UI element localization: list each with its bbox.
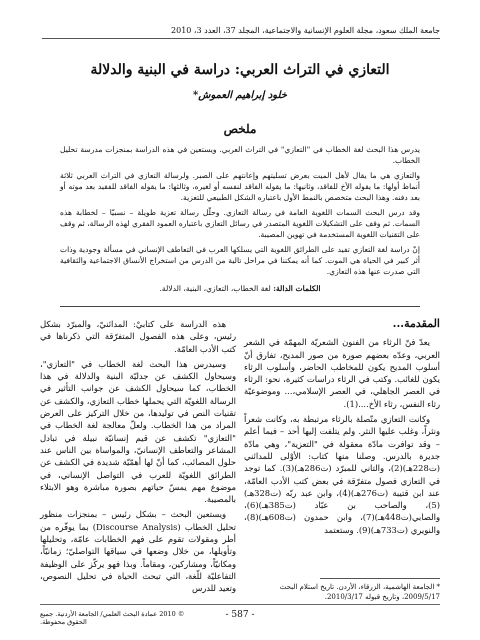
abstract-paragraph: إنّ دراسة لغة التعازي تفيد على الطرائق اللغوية التي يسلكها العرب في التعاطف الإنساني في مسألة وجودية وذات أثر كبير في الحياة هي الموت. كما أنه يمكننا في مراحل تالية من الدرس من استخراج الأنساق الاجتماعية والثقافية التي صدرت عنها هذه التعازي. [60,245,420,276]
abstract-heading: ملخص [223,122,257,136]
left-column [40,318,236,598]
keywords-text: لغة الخطاب، التعازي، البنية، الدلالة. [159,284,271,293]
footnote: * الجامعة الهاشمية، الزرقاء، الأردن. تاريخ استلام البحث 2009/5/17، وتاريخ قبوله 2010/3/17. [279,583,440,601]
footer-divider [40,604,440,605]
paper-title: التعازي في التراث العربي: دراسة في البنية والدلالة [90,62,390,78]
abstract-paragraph: والتعازي هي ما يقال لأهل الميت بعرض تسليتهم وإعانتهم على الصبر. ولرسالة التعازي في التراث العربي ثلاثة أنماط أولها: ما يقوله الأخ للفاقد، وثانيها: ما يقوله الفاقد لنفسه أو لغيره، وثالثها: ما يقوله الفاقد للفقيد بعد موته أو بعد دفنه. وهذا البحث متخصص بالنمط الأول باعتباره الشكل الطبيعي للتعزية. [60,171,420,202]
body-paragraph: ويستعين البحث – بشكل رئيس – بمنجزات منظور تحليل الخطاب (Discourse Analysis) بما يوفّره من أطر ومقولات تقوم على فهم الخطابات عامّة، وتحليلها وتأويلها، من خلال وضعها في سياقها التواصليّ؛ زمانيّاً، ومكانيّاً، ومشاركين، ومقاماً. وبذا فهو يركّز على الوظيفة التفاعليّة للّغة، التي تبحث الحياة في تحليل النصوص، وتعيد للدرس [40,509,237,594]
section-heading: المقدمة... [392,317,440,330]
abstract-paragraph: وقد درس البحث السمات اللغوية العامة في رسالة التعازي. وحلّل رسالة تعزية طويلة – نسبيّا – لخطابة هذه السمات. ثم وقف على التشكيلات اللغوية المتصدر في رسائل التعازي باعتباره العمود الفقري لهذه الرسالة، ثم وقف على التقنيات اللغوية المستخدمة في تهوين المصيبة. [60,208,420,239]
abstract-paragraph: يدرس هذا البحث لغة الخطاب في "التعازي" في التراث العربي. ويستعين في هذه الدراسة بمنجزات مدرسة تحليل الخطاب. [60,145,420,165]
body-paragraph: وسيدرس هذا البحث لغة الخطاب في "التعازي"، وسيحاول الكشف عن جدليّة البنية والدلالة في هذا الخطاب، كما سيحاول الكشف عن جوانب التأثير في الرسالة اللغويّة التي يحملها خطاب التعازي، والكشف عن تقنيات النص في توليدها، من خلال التركيز على العرض المراد من هذا الخطاب. ولعلّ معالجة لغة الخطاب في "التعازي" تكشف عن قيم إنسانيّة نبيلة في تبادل المشاعر والتعاطف الإنسانيّ، والمواساة بين الناس عند حلول المصائب، كما أنّ لها أهمّيّة شديدة في الكشف عن الطرائق اللغويّة للعرب في التواصل الإنساني، في موضوع مهم يمسّ حياتهم بصورة مباشرة وهو الابتلاء بالمصيبة. [40,358,236,505]
abstract [60,144,420,294]
keywords-label: الكلمات الدالة: [273,284,321,293]
body-paragraph: وكانت التعازي متّصلة بالرثاء مرتبطة به، وكانت شعراً ونثراً، وغلب عليها النثر. ولم يتلفت إليها أحد – فيما أعلم – وقد توافرت مادّة معقولة في "التعزية"، وهي مادّة جديرة بالدرس. وصلنا منها كتاب: الأوْلى للمدائني (ت228هـ)(2)، والتاني للمبرّد (ت286هـ)(3). كما توجد في التعازي فصول متفرّقة في بعض كتب الأدب العامّة، عند ابن قتيبة (ت276هـ)(4)، وابن عبد ربّه (ت328هـ)(5)، والصاحب بن عبّاد (ت385هـ)(6)، والصابي(ت448هـ)(7)، وابن حمدون (ت608هـ)(8)، والنويري (ت733هـ)(9). وستعتمد [244,414,440,535]
author-name: خلود إبراهيم العموش* [193,90,287,101]
running-head: جامعة الملك سعود، مجلة العلوم الإنسانية والاجتماعية، المجلد 37، العدد 3، 2010 [42,26,440,39]
keywords-line [60,283,420,294]
body-paragraph: يعدّ فنّ الرثاء من الفنون الشعريّة المهمّة في الشعر العربي، وعدّه بعضهم صورة من صور المديح، تفارق أنّ أسلوب المديح يكون للمخاطب الحاضر، وأسلوب الرثاء يكون للغائب. وكتب في الرثاء دراسات كثيرة، نحو: الرثاء في العصر الجاهلي، في العصر الإسلامي،... وموضوعيّة رثاء النفس، رثاء الأخ....(1). [244,337,440,409]
footnote-divider [320,578,440,579]
right-column [244,318,440,539]
body-paragraph: هذه الدراسة على كتابيْ: المدائنيّ، والمبرّد بشكل رئيس، وعلى هذه الفصول المتفرّقة التي ذكرناها في كتب الأدب العامّة. [40,319,236,354]
copyright-notice: © 2010 عمادة البحث العلمي/ الجامعة الأردنية. جميع الحقوق محفوظة. [40,610,185,626]
abstract-divider [60,306,420,307]
page-number: - 587 - [225,610,255,620]
